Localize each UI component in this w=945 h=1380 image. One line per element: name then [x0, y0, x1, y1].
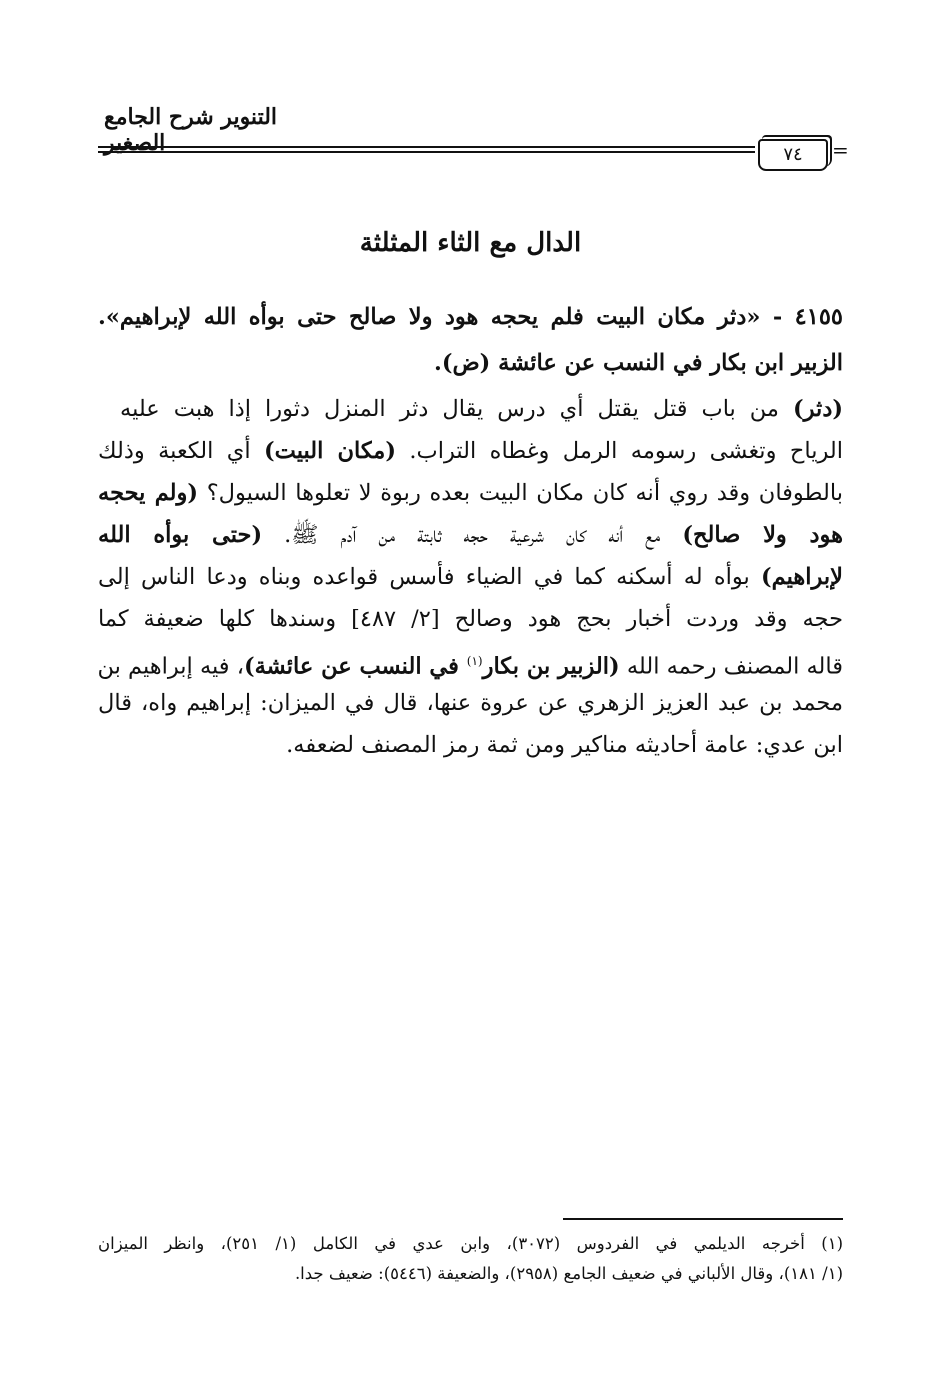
text-line	[98, 688, 843, 718]
footnote-separator	[563, 1218, 843, 1220]
text-segment: حجه وقد وردت أخبار بحج هود وصالح [٢/ ٤٨٧] وسندها كلها ضعيفة كما	[98, 606, 843, 632]
bold-text: (ولم يحجه	[98, 480, 199, 506]
footnote-line: (١/ ١٨١)، وقال الألباني في ضعيف الجامع (٢٩٥٨)، والضعيفة (٥٤٤٦): ضعيف جدا.	[294, 1264, 843, 1283]
text-segment: قاله المصنف رحمه الله	[619, 653, 843, 680]
text-segment: مع أنه كان شرعية حجه ثابتة من آدم ﷺ.	[262, 522, 683, 548]
text-segment: ابن عدي: عامة أحاديثه مناكير ومن ثمة رمز المصنف لضعفه.	[286, 732, 843, 758]
header-rule-top	[98, 146, 755, 148]
bold-text: ٤١٥٥ - «دثر مكان البيت فلم يحجه هود ولا صالح حتى بوأه الله لإبراهيم».	[98, 304, 843, 330]
chapter-title: الدال مع الثاء المثلثة	[359, 228, 582, 258]
text-line	[98, 604, 843, 634]
text-line	[98, 646, 843, 682]
text-segment: ، فيه إبراهيم بن	[97, 653, 244, 680]
bold-text: (حتى بوأه الله	[98, 522, 263, 548]
bold-text: (مكان البيت)	[263, 438, 396, 464]
header-rule-bottom	[98, 151, 755, 153]
running-title: التنوير شرح الجامع الصغير	[104, 104, 278, 156]
text-line	[120, 394, 843, 424]
text-line	[98, 302, 843, 332]
text-segment: أي الكعبة وذلك	[98, 438, 264, 464]
text-segment: الرياح وتغشى رسومه الرمل وغطاه التراب.	[395, 438, 843, 464]
text-line	[98, 562, 843, 592]
text-line	[98, 478, 843, 508]
text-line	[98, 520, 843, 550]
bold-text: (دثر)	[793, 396, 843, 422]
text-line	[98, 348, 843, 378]
text-line	[98, 730, 843, 760]
text-segment: بالطوفان وقد روي أنه كان مكان البيت بعده ربوة لا تعلوها السيول؟	[198, 480, 843, 506]
bold-text: لإبراهيم)	[760, 564, 843, 590]
footnote-reference: (١)	[466, 654, 483, 668]
text-line	[98, 436, 843, 466]
footnote-line: (١) أخرجه الديلمي في الفردوس (٣٠٧٢)، وابن عدي في الكامل (١/ ٢٥١)، وانظر الميزان	[98, 1234, 843, 1253]
text-segment: بوأه له أسكنه كما في الضياء فأسس قواعده وبناه ودعا الناس إلى	[98, 564, 761, 590]
text-segment: محمد بن عبد العزيز الزهري عن عروة عنها، قال في الميزان: إبراهيم واه، قال	[98, 690, 843, 716]
header-ornament: =	[832, 138, 849, 162]
bold-text: في النسب عن عائشة)	[243, 653, 467, 680]
bold-text: (الزبير بن بكار	[482, 653, 620, 680]
bold-text: الزبير ابن بكار في النسب عن عائشة (ض).	[434, 350, 843, 376]
page-number: ٧٤	[758, 139, 828, 171]
text-segment: من باب قتل يقتل أي درس يقال دثر المنزل دثورا إذا هبت عليه	[120, 396, 793, 422]
bold-text: هود ولا صالح)	[682, 522, 843, 548]
